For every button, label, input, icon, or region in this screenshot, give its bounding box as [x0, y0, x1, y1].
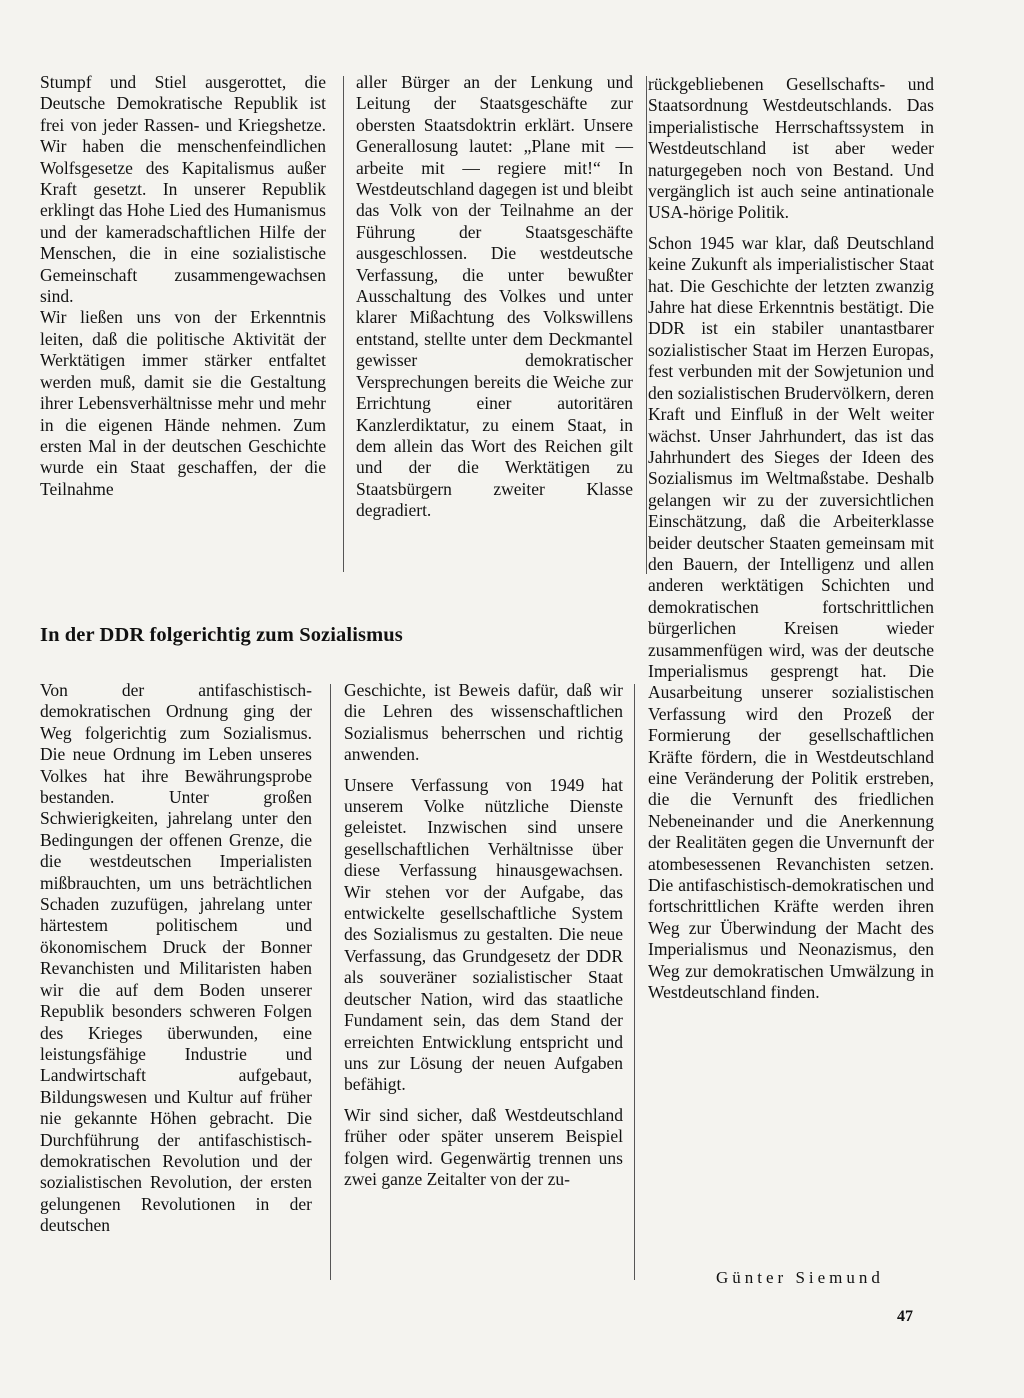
section-heading: In der DDR folgerichtig zum Sozialismus	[40, 624, 403, 646]
column-rule	[343, 76, 344, 572]
paragraph: Schon 1945 war klar, daß Deutschland keine Zukunft als imperialistischer Staat hat. Die Geschichte der letzten zwanzig Jahre hat diese Erkenntnis bestätigt. Die DDR ist ein stabiler unantastbarer sozialistischer Staat im Herzen Europas, fest verbunden mit der Sowjetunion und den sozialistischen Brudervölkern, deren Kraft und Einfluß in der Welt weiter wächst. Unser Jahrhundert, das ist das Jahrhundert des Sieges der Ideen des Sozialismus im Weltmaßstabe. Deshalb gelangen wir zu der zuversichtlichen Einschätzung, daß die Arbeiterklasse beider deutscher Staaten gemeinsam mit den Bauern, der Intelligenz und allen anderen werktätigen Schichten und demokratischen fortschrittlichen bürgerlichen Kreisen wieder zusammenfügen wird, was der deutsche Imperialismus gesprengt hat. Die Ausarbeitung unserer sozialistischen Verfassung wird den Prozeß der Formierung der gesellschaftlichen Kräfte fördern, die in Westdeutschland eine Veränderung der Politik erstreben, die die Vernunft des friedlichen Nebeneinander und die Anerkennung der Realitäten gegen die Unvernunft der atombesessenen Revanchisten setzen. Die antifaschistisch-demokratischen und fortschrittlichen Kräfte werden ihren Weg zur Überwindung der Macht des Imperialismus und Neonazismus, den Weg zur demokratischen Umwälzung in Westdeutschland finden.	[648, 232, 934, 1003]
column-rule	[330, 684, 331, 1280]
right-column	[648, 74, 934, 1003]
paragraph: Von der antifaschistisch-demokratischen Ordnung ging der Weg folgerichtig zum Sozialismus. Die neue Ordnung im Leben unseres Volkes hat ihre Bewährungsprobe bestanden. Unter großen Schwierigkeiten, jahrelang unter den Bedingungen der offenen Grenze, die die westdeutschen Imperialisten mißbrauchten, um uns beträchtlichen Schaden zuzufügen, jahrelang unter härtestem politischem und ökonomischem Druck der Bonner Revanchisten und Militaristen haben wir die auf dem Boden unserer Republik besonders schweren Folgen des Krieges überwunden, eine leistungsfähige Industrie und Landwirtschaft aufgebaut, Bildungswesen und Kultur auf früher nie gekannte Höhen gebracht. Die Durchführung der antifaschistisch-demokratischen Revolution und der sozialistischen Revolution, der ersten gelungenen Revolutionen in der deutschen	[40, 680, 312, 1236]
column-rule	[646, 76, 647, 574]
author-signature: Günter Siemund	[716, 1268, 884, 1287]
paragraph: Stumpf und Stiel ausgerottet, die Deutsche Demokratische Republik ist frei von jeder Rassen- und Kriegshetze. Wir haben die menschenfeindlichen Wolfsgesetze des Kapitalismus außer Kraft gesetzt. In unserer Republik erklingt das Hohe Lied des Humanismus und der kameradschaftlichen Hilfe der Menschen, die in eine sozialistische Gemeinschaft zusammengewachsen sind.	[40, 72, 326, 307]
paragraph: Wir ließen uns von der Erkenntnis leiten, daß die politische Aktivität der Werktätigen immer stärker entfaltet werden muß, damit sie die Gestaltung ihrer Lebensverhältnisse mehr und mehr in die eigenen Hände nehmen. Zum ersten Mal in der deutschen Geschichte wurde ein Staat geschaffen, der die Teilnahme	[40, 307, 326, 499]
paragraph: rückgebliebenen Gesellschafts- und Staatsordnung Westdeutschlands. Das imperialistische Herrschaftssystem in Westdeutschland ist aber weder naturgegeben noch von Bestand. Und vergänglich ist auch seine antinationale USA-hörige Politik.	[648, 74, 934, 223]
bottom-column-2	[344, 680, 623, 1190]
top-column-2	[356, 72, 633, 522]
paragraph: Wir sind sicher, daß Westdeutschland früher oder später unserem Beispiel folgen wird. Gegenwärtig trennen uns zwei ganze Zeitalter von der zu-	[344, 1104, 623, 1189]
top-column-1	[40, 72, 326, 500]
page-number: 47	[897, 1308, 913, 1325]
paragraph: aller Bürger an der Lenkung und Leitung der Staatsgeschäfte zur obersten Staatsdoktrin erklärt. Unsere Generallosung lautet: „Plane mit — arbeite mit — regiere mit!“ In Westdeutschland dagegen ist und bleibt das Volk von der Teilnahme an der Führung der Staatsgeschäfte ausgeschlossen. Die westdeutsche Verfassung, die unter bewußter Ausschaltung des Volkes und unter klarer Mißachtung des Volkswillens entstand, stellte unter dem Deckmantel gewisser demokratischer Versprechungen bereits die Weiche zur Errichtung einer autoritären Kanzlerdiktatur, zu einem Staat, in dem allein das Wort des Reichen gilt und der die Werktätigen zu Staatsbürgern zweiter Klasse degradiert.	[356, 72, 633, 521]
bottom-column-1	[40, 680, 312, 1237]
paragraph: Unsere Verfassung von 1949 hat unserem Volke nützliche Dienste geleistet. Inzwischen sind unsere gesellschaftlichen Verhältnisse über diese Verfassung hinausgewachsen. Wir stehen vor der Aufgabe, das entwickelte gesellschaftliche System des Sozialismus zu gestalten. Die neue Verfassung, das Grundgesetz der DDR als souveräner sozialistischer Staat deutscher Nation, wird das staatliche Fundament sein, das dem Stand der erreichten Entwicklung entspricht und uns zur Lösung der neuen Aufgaben befähigt.	[344, 774, 623, 1095]
column-rule	[634, 684, 635, 1280]
paragraph: Geschichte, ist Beweis dafür, daß wir die Lehren des wissenschaftlichen Sozialismus beherrschen und richtig anwenden.	[344, 680, 623, 765]
